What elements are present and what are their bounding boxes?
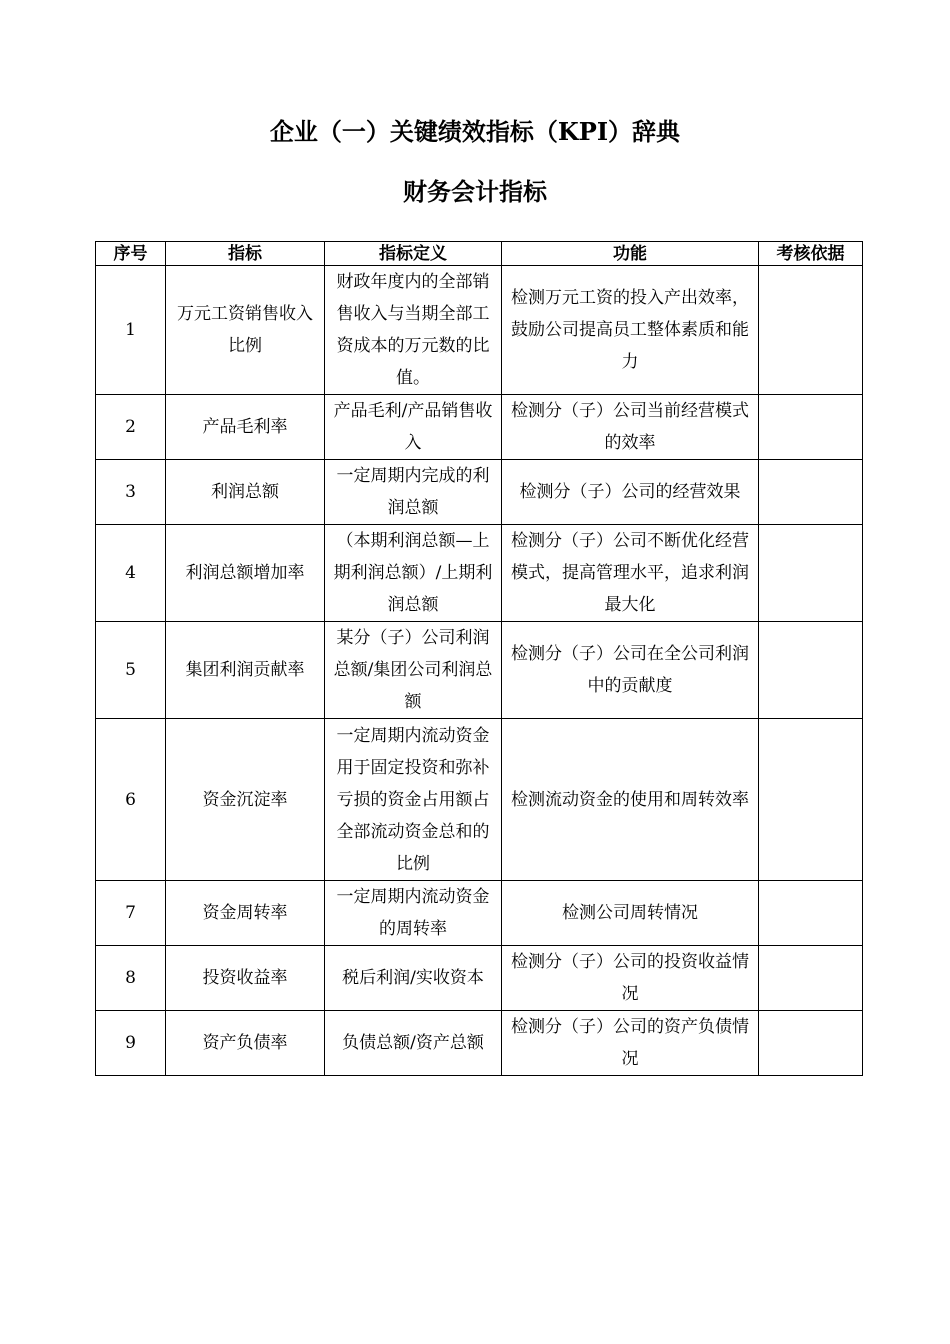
row-indicator: 资金周转率: [166, 881, 325, 946]
row-definition: 一定周期内流动资金用于固定投资和弥补亏损的资金占用额占全部流动资金总和的比例: [325, 719, 502, 881]
row-no: 4: [96, 525, 166, 622]
row-indicator: 资金沉淀率: [166, 719, 325, 881]
row-function: 检测公司周转情况: [502, 881, 759, 946]
row-basis: [759, 525, 863, 622]
row-function: 检测分（子）公司的投资收益情况: [502, 946, 759, 1011]
header-function: 功能: [502, 242, 759, 266]
section-title: 财务会计指标: [403, 177, 547, 206]
row-basis: [759, 395, 863, 460]
row-indicator: 利润总额: [166, 460, 325, 525]
row-basis: [759, 1011, 863, 1076]
table-row: [96, 946, 863, 1011]
row-no: 8: [96, 946, 166, 1011]
row-indicator: 资产负债率: [166, 1011, 325, 1076]
row-definition: 税后利润/实收资本: [325, 946, 502, 1011]
row-function: 检测分（子）公司的资产负债情况: [502, 1011, 759, 1076]
kpi-table: [95, 241, 863, 1076]
table-row: [96, 525, 863, 622]
row-no: 2: [96, 395, 166, 460]
row-indicator: 集团利润贡献率: [166, 622, 325, 719]
row-function: 检测分（子）公司在全公司利润中的贡献度: [502, 622, 759, 719]
row-definition: （本期利润总额—上期利润总额）/上期利润总额: [325, 525, 502, 622]
row-function: 检测流动资金的使用和周转效率: [502, 719, 759, 881]
row-basis: [759, 460, 863, 525]
row-indicator: 万元工资销售收入比例: [166, 266, 325, 395]
table-row: [96, 266, 863, 395]
row-definition: 产品毛利/产品销售收入: [325, 395, 502, 460]
row-basis: [759, 266, 863, 395]
row-definition: 某分（子）公司利润总额/集团公司利润总额: [325, 622, 502, 719]
row-definition: 负债总额/资产总额: [325, 1011, 502, 1076]
row-basis: [759, 719, 863, 881]
row-no: 5: [96, 622, 166, 719]
row-basis: [759, 881, 863, 946]
header-no: 序号: [96, 242, 166, 266]
row-no: 6: [96, 719, 166, 881]
row-no: 9: [96, 1011, 166, 1076]
row-indicator: 产品毛利率: [166, 395, 325, 460]
row-basis: [759, 946, 863, 1011]
table-row: [96, 460, 863, 525]
row-function: 检测万元工资的投入产出效率，鼓励公司提高员工整体素质和能力: [502, 266, 759, 395]
row-function: 检测分（子）公司不断优化经营模式，提高管理水平，追求利润最大化: [502, 525, 759, 622]
row-no: 7: [96, 881, 166, 946]
table-row: [96, 881, 863, 946]
header-indicator: 指标: [166, 242, 325, 266]
table-row: [96, 395, 863, 460]
row-no: 1: [96, 266, 166, 395]
table-row: [96, 719, 863, 881]
table-header-row: [96, 242, 863, 266]
table-row: [96, 622, 863, 719]
header-basis: 考核依据: [759, 242, 863, 266]
row-definition: 财政年度内的全部销售收入与当期全部工资成本的万元数的比值。: [325, 266, 502, 395]
row-indicator: 投资收益率: [166, 946, 325, 1011]
row-no: 3: [96, 460, 166, 525]
row-function: 检测分（子）公司的经营效果: [502, 460, 759, 525]
row-function: 检测分（子）公司当前经营模式的效率: [502, 395, 759, 460]
row-indicator: 利润总额增加率: [166, 525, 325, 622]
header-definition: 指标定义: [325, 242, 502, 266]
row-definition: 一定周期内流动资金的周转率: [325, 881, 502, 946]
page-title: 企业（一）关键绩效指标（KPI）辞典: [269, 117, 681, 146]
row-definition: 一定周期内完成的利润总额: [325, 460, 502, 525]
row-basis: [759, 622, 863, 719]
table-row: [96, 1011, 863, 1076]
